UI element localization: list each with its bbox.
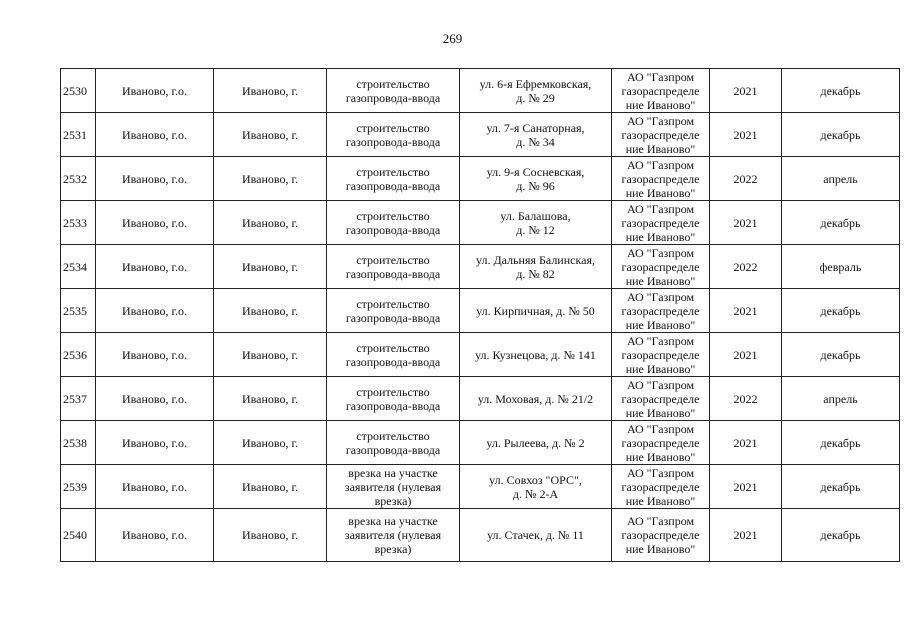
address-cell: ул. Рылеева, д. № 2 (460, 421, 612, 465)
table-row (61, 157, 900, 201)
month-cell: декабрь (782, 421, 900, 465)
district-cell: Иваново, г.о. (96, 157, 214, 201)
locality-cell: Иваново, г. (214, 509, 327, 562)
district-cell: Иваново, г.о. (96, 245, 214, 289)
locality-cell: Иваново, г. (214, 465, 327, 509)
year-cell: 2022 (710, 245, 782, 289)
organization-cell: АО "Газпром газораспределе ние Иваново" (612, 69, 710, 113)
locality-cell: Иваново, г. (214, 201, 327, 245)
district-cell: Иваново, г.о. (96, 377, 214, 421)
organization-cell: АО "Газпром газораспределе ние Иваново" (612, 333, 710, 377)
row-number-cell: 2540 (61, 509, 96, 562)
month-cell: декабрь (782, 509, 900, 562)
table-row (61, 465, 900, 509)
address-cell: ул. 6-я Ефремковская, д. № 29 (460, 69, 612, 113)
address-cell: ул. Кирпичная, д. № 50 (460, 289, 612, 333)
row-number-cell: 2535 (61, 289, 96, 333)
locality-cell: Иваново, г. (214, 113, 327, 157)
table-row (61, 201, 900, 245)
address-cell: ул. Совхоз "ОРС", д. № 2-А (460, 465, 612, 509)
address-cell: ул. Стачек, д. № 11 (460, 509, 612, 562)
district-cell: Иваново, г.о. (96, 421, 214, 465)
organization-cell: АО "Газпром газораспределе ние Иваново" (612, 377, 710, 421)
work-type-cell: строительство газопровода-ввода (327, 69, 460, 113)
year-cell: 2021 (710, 69, 782, 113)
organization-cell: АО "Газпром газораспределе ние Иваново" (612, 201, 710, 245)
month-cell: декабрь (782, 465, 900, 509)
table-row (61, 245, 900, 289)
locality-cell: Иваново, г. (214, 157, 327, 201)
page-number: 269 (442, 31, 463, 46)
month-cell: декабрь (782, 333, 900, 377)
year-cell: 2021 (710, 289, 782, 333)
year-cell: 2021 (710, 421, 782, 465)
month-cell: апрель (782, 157, 900, 201)
work-type-cell: строительство газопровода-ввода (327, 113, 460, 157)
year-cell: 2021 (710, 333, 782, 377)
work-type-cell: строительство газопровода-ввода (327, 333, 460, 377)
work-type-cell: строительство газопровода-ввода (327, 289, 460, 333)
work-type-cell: врезка на участке заявителя (нулевая врезка) (327, 465, 460, 509)
organization-cell: АО "Газпром газораспределе ние Иваново" (612, 289, 710, 333)
work-type-cell: строительство газопровода-ввода (327, 245, 460, 289)
row-number-cell: 2534 (61, 245, 96, 289)
organization-cell: АО "Газпром газораспределе ние Иваново" (612, 157, 710, 201)
row-number-cell: 2530 (61, 69, 96, 113)
table-row (61, 113, 900, 157)
row-number-cell: 2537 (61, 377, 96, 421)
work-type-cell: строительство газопровода-ввода (327, 377, 460, 421)
month-cell: декабрь (782, 289, 900, 333)
address-cell: ул. Дальняя Балинская, д. № 82 (460, 245, 612, 289)
work-type-cell: строительство газопровода-ввода (327, 157, 460, 201)
district-cell: Иваново, г.о. (96, 113, 214, 157)
table-row (61, 333, 900, 377)
organization-cell: АО "Газпром газораспределе ние Иваново" (612, 113, 710, 157)
district-cell: Иваново, г.о. (96, 509, 214, 562)
locality-cell: Иваново, г. (214, 333, 327, 377)
month-cell: апрель (782, 377, 900, 421)
organization-cell: АО "Газпром газораспределе ние Иваново" (612, 509, 710, 562)
row-number-cell: 2531 (61, 113, 96, 157)
organization-cell: АО "Газпром газораспределе ние Иваново" (612, 245, 710, 289)
gas-works-table (60, 68, 900, 562)
month-cell: декабрь (782, 201, 900, 245)
locality-cell: Иваново, г. (214, 69, 327, 113)
locality-cell: Иваново, г. (214, 245, 327, 289)
row-number-cell: 2536 (61, 333, 96, 377)
locality-cell: Иваново, г. (214, 377, 327, 421)
work-type-cell: строительство газопровода-ввода (327, 201, 460, 245)
year-cell: 2021 (710, 465, 782, 509)
work-type-cell: строительство газопровода-ввода (327, 421, 460, 465)
district-cell: Иваново, г.о. (96, 465, 214, 509)
address-cell: ул. 7-я Санаторная, д. № 34 (460, 113, 612, 157)
district-cell: Иваново, г.о. (96, 333, 214, 377)
month-cell: декабрь (782, 69, 900, 113)
month-cell: февраль (782, 245, 900, 289)
year-cell: 2022 (710, 157, 782, 201)
table-row (61, 509, 900, 562)
address-cell: ул. 9-я Сосневская, д. № 96 (460, 157, 612, 201)
organization-cell: АО "Газпром газораспределе ние Иваново" (612, 465, 710, 509)
address-cell: ул. Балашова, д. № 12 (460, 201, 612, 245)
address-cell: ул. Моховая, д. № 21/2 (460, 377, 612, 421)
table-row (61, 421, 900, 465)
district-cell: Иваново, г.о. (96, 289, 214, 333)
table-row (61, 377, 900, 421)
year-cell: 2021 (710, 113, 782, 157)
district-cell: Иваново, г.о. (96, 201, 214, 245)
locality-cell: Иваново, г. (214, 289, 327, 333)
work-type-cell: врезка на участке заявителя (нулевая врезка) (327, 509, 460, 562)
organization-cell: АО "Газпром газораспределе ние Иваново" (612, 421, 710, 465)
address-cell: ул. Кузнецова, д. № 141 (460, 333, 612, 377)
row-number-cell: 2539 (61, 465, 96, 509)
month-cell: декабрь (782, 113, 900, 157)
row-number-cell: 2532 (61, 157, 96, 201)
district-cell: Иваново, г.о. (96, 69, 214, 113)
table-row (61, 69, 900, 113)
row-number-cell: 2533 (61, 201, 96, 245)
locality-cell: Иваново, г. (214, 421, 327, 465)
year-cell: 2021 (710, 201, 782, 245)
table-row (61, 289, 900, 333)
year-cell: 2021 (710, 509, 782, 562)
year-cell: 2022 (710, 377, 782, 421)
row-number-cell: 2538 (61, 421, 96, 465)
